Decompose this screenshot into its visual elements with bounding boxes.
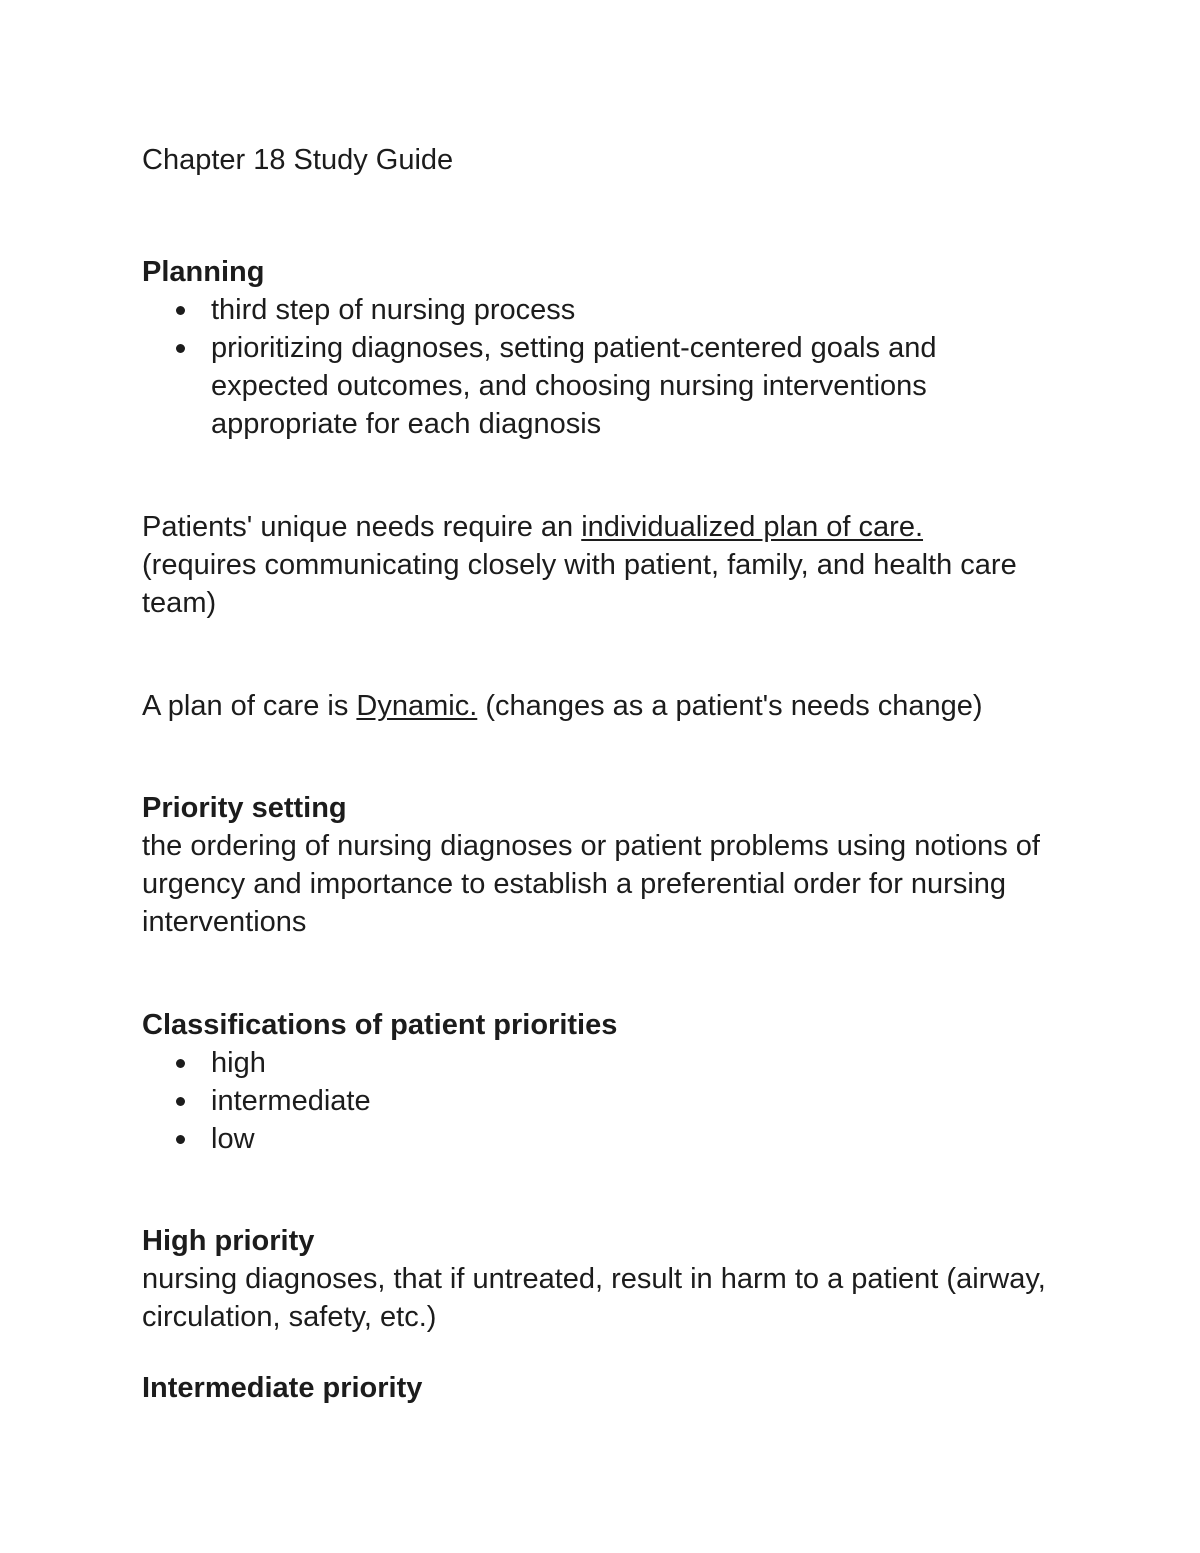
list-item-text: intermediate <box>211 1085 371 1117</box>
dynamic-paragraph <box>142 687 1072 725</box>
care-plan-note: (requires communicating closely with patient, family, and health care team) <box>142 549 1017 619</box>
care-plan-intro: Patients' unique needs require an <box>142 511 582 543</box>
classifications-list <box>142 1044 1072 1158</box>
high-priority-heading: High priority <box>142 1225 315 1257</box>
bullet-icon <box>176 1059 185 1068</box>
bullet-icon <box>176 344 185 353</box>
bullet-icon <box>176 1135 185 1144</box>
care-plan-emphasis: individualized plan of care. <box>581 511 924 543</box>
planning-heading: Planning <box>142 256 265 288</box>
priority-setting-heading: Priority setting <box>142 792 347 824</box>
classifications-heading: Classifications of patient priorities <box>142 1009 618 1041</box>
intermediate-priority-heading: Intermediate priority <box>142 1372 423 1404</box>
high-priority-definition: nursing diagnoses, that if untreated, result in harm to a patient (airway, circulation, safety, etc.) <box>142 1263 1046 1333</box>
list-item <box>142 291 1011 329</box>
list-item <box>142 1044 1011 1082</box>
document-title: Chapter 18 Study Guide <box>142 144 454 176</box>
bullet-icon <box>176 1097 185 1106</box>
dynamic-emphasis: Dynamic. <box>356 690 478 722</box>
list-item-text: prioritizing diagnoses, setting patient-centered goals and expected outcomes, and choosing nursing interventions appropriate for each diagnosis <box>211 332 937 440</box>
planning-list <box>142 291 1072 443</box>
list-item <box>142 1082 1011 1120</box>
list-item <box>142 1120 1011 1158</box>
list-item-text: low <box>211 1123 255 1155</box>
bullet-icon <box>176 306 185 315</box>
list-item-text: third step of nursing process <box>211 294 576 326</box>
list-item <box>142 329 1011 443</box>
priority-setting-definition: the ordering of nursing diagnoses or patient problems using notions of urgency and importance to establish a preferential order for nursing interventions <box>142 830 1040 938</box>
care-plan-paragraph <box>142 508 1072 622</box>
dynamic-intro: A plan of care is <box>142 690 357 722</box>
list-item-text: high <box>211 1047 266 1079</box>
dynamic-note: (changes as a patient's needs change) <box>477 690 983 722</box>
